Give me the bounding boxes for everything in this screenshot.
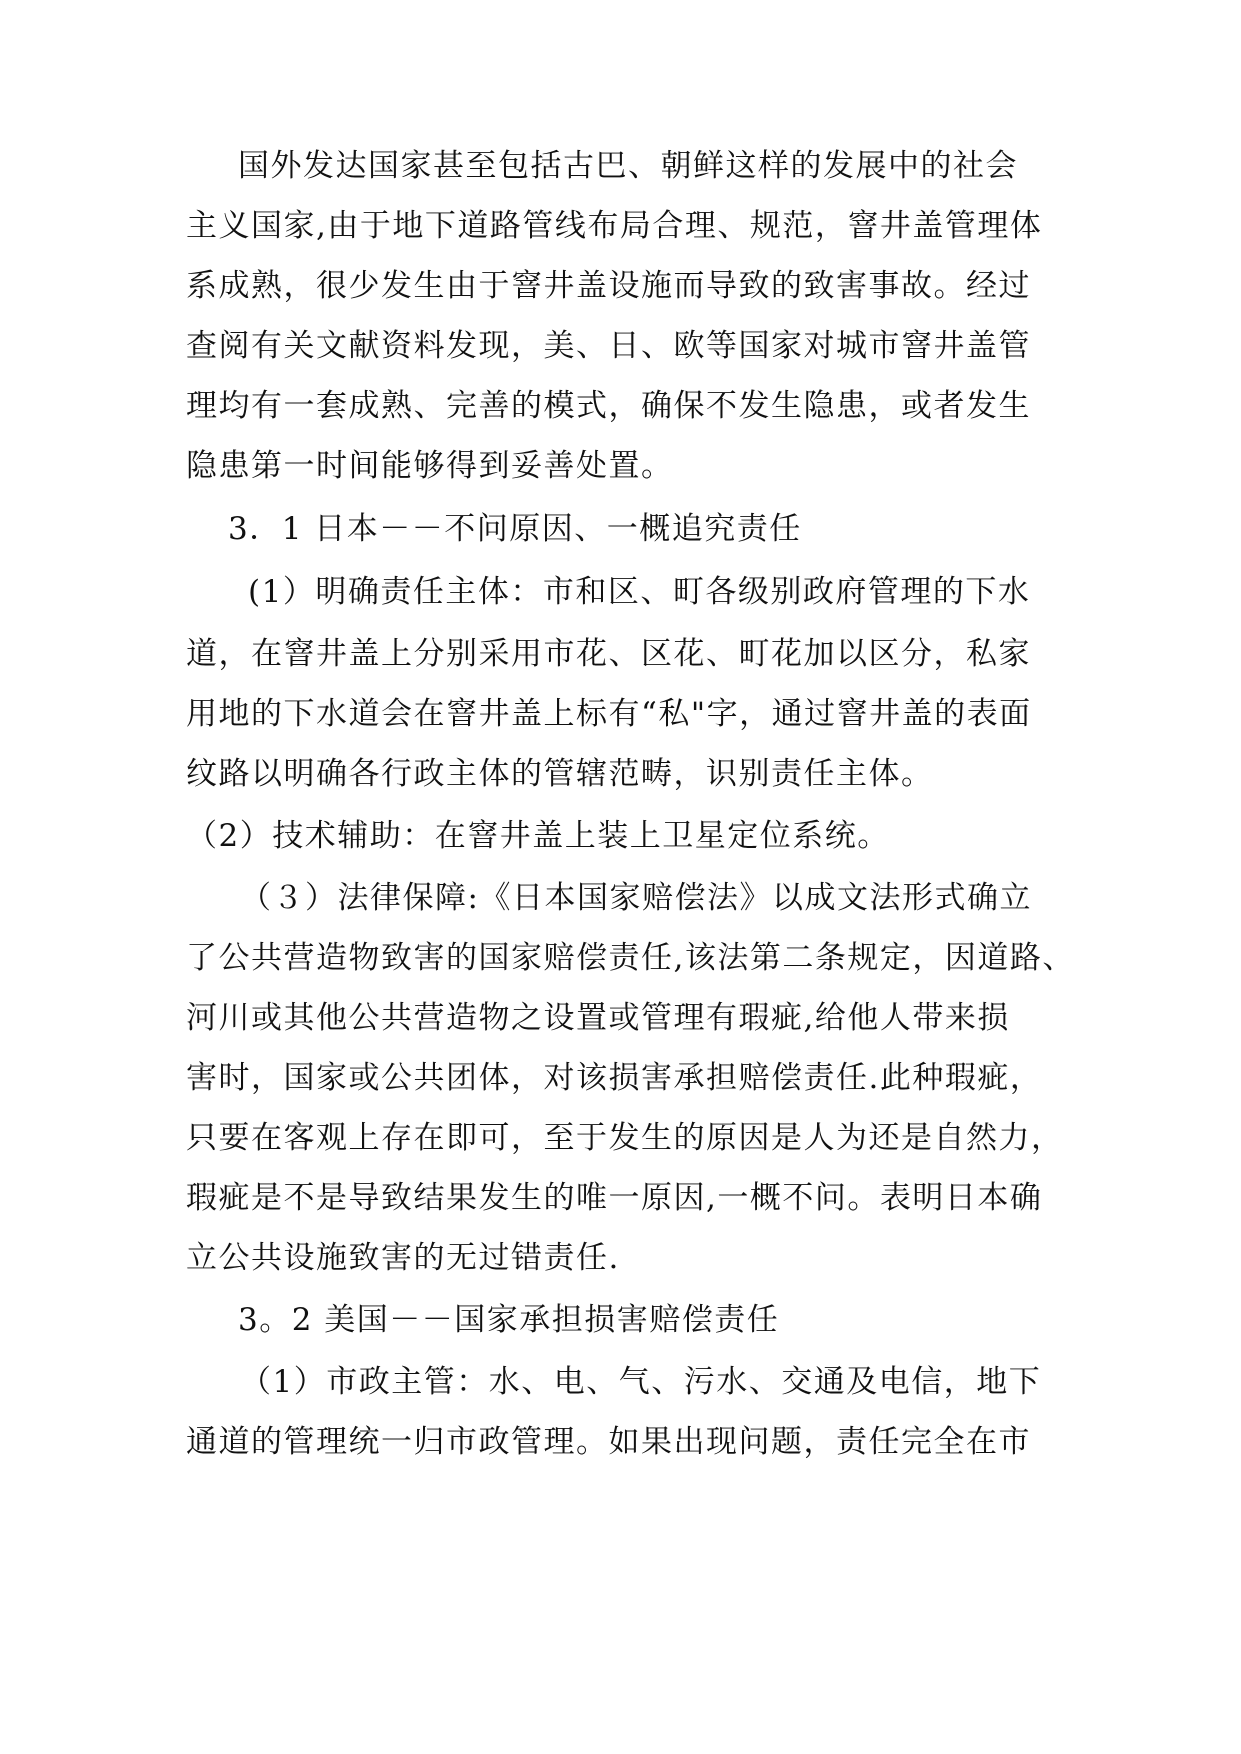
paragraph-line: (1）明确责任主体：市和区、町各级别政府管理的下水 [248,574,1031,610]
paragraph-line: （2）技术辅助：在窨井盖上装上卫星定位系统。 [186,818,890,854]
paragraph-line: 瑕疵是不是导致结果发生的唯一原因,一概不问。表明日本确 [186,1180,1043,1216]
paragraph-line: （３）法律保障:《日本国家赔偿法》以成文法形式确立 [240,880,1032,916]
paragraph-line: 查阅有关文献资料发现，美、日、欧等国家对城市窨井盖管 [186,328,1031,364]
section-heading: 3。2 美国－－国家承担损害赔偿责任 [238,1302,780,1338]
paragraph-line: 立公共设施致害的无过错责任. [186,1240,620,1276]
paragraph-line: 只要在客观上存在即可，至于发生的原因是人为还是自然力， [186,1120,1064,1156]
section-heading: 3．1 日本－－不问原因、一概追究责任 [228,511,802,547]
paragraph-line: 道，在窨井盖上分别采用市花、区花、町花加以区分，私家 [186,636,1031,672]
paragraph-line: 害时，国家或公共团体，对该损害承担赔偿责任.此种瑕疵， [186,1060,1043,1096]
paragraph-line: 纹路以明确各行政主体的管辖范畴，识别责任主体。 [186,756,934,792]
paragraph-line: 系成熟，很少发生由于窨井盖设施而导致的致害事故。经过 [186,268,1031,304]
paragraph-line: 隐患第一时间能够得到妥善处置。 [186,448,674,484]
paragraph-line: 河川或其他公共营造物之设置或管理有瑕疵,给他人带来损 [186,1000,1010,1036]
paragraph-line: 主义国家,由于地下道路管线布局合理、规范，窨井盖管理体 [186,208,1043,244]
paragraph-line: 用地的下水道会在窨井盖上标有“私"字，通过窨井盖的表面 [186,696,1032,732]
paragraph-line: 通道的管理统一归市政管理。如果出现问题，责任完全在市 [186,1424,1031,1460]
paragraph-line: 理均有一套成熟、完善的模式，确保不发生隐患，或者发生 [186,388,1031,424]
paragraph-line: 了公共营造物致害的国家赔偿责任,该法第二条规定，因道路、 [186,940,1075,976]
paragraph-line: 国外发达国家甚至包括古巴、朝鲜这样的发展中的社会 [238,148,1018,184]
paragraph-line: （1）市政主管：水、电、气、污水、交通及电信，地下 [240,1364,1042,1400]
